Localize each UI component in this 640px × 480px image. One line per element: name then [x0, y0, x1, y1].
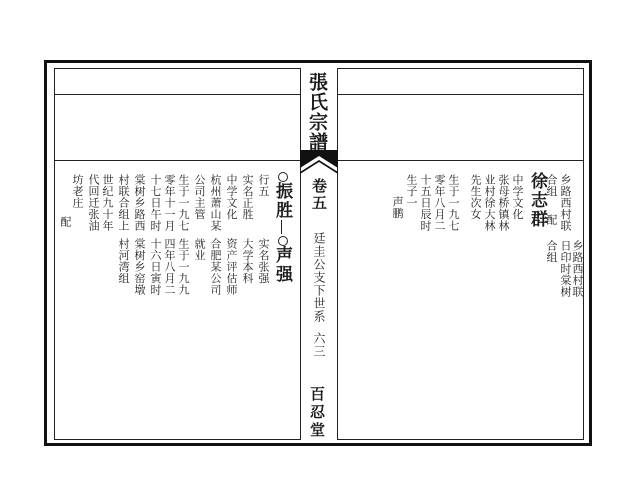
note-col-1: 乡路西村联	[559, 174, 572, 232]
zs-a-7: 零年十一月	[163, 174, 176, 232]
zs-a-9: 村联合组上	[117, 174, 130, 232]
zs-a-10: 世纪九十年	[101, 174, 114, 232]
zs-a-6: 生于一九七	[177, 174, 190, 232]
note-col-3: 日印时棠树	[559, 240, 572, 298]
spine-volume: 卷五	[310, 178, 328, 212]
zs-b-9: 棠树乡窑墩	[133, 238, 146, 296]
xu-line-1: 中学文化	[511, 174, 524, 220]
note-col-5: 合组	[545, 240, 558, 263]
person-name-zhensheng: 振胜	[272, 182, 292, 220]
zs-b-4: 合肥某公司	[209, 238, 222, 296]
spine-hall: 百忍堂	[308, 386, 326, 440]
zs-a-3: 中学文化	[225, 174, 238, 220]
zs-a-5: 公司主管	[193, 174, 206, 220]
bullet-circle-zhensheng	[278, 172, 288, 182]
xu-line-2: 张母桥镇林	[497, 174, 510, 232]
zs-b-3: 资产评估师	[225, 238, 238, 296]
zs-b-7: 四年八月二	[163, 238, 176, 296]
spine-page: 六三	[312, 332, 326, 358]
xu-line-9: 声鹏	[391, 196, 404, 219]
spine-title: 張氏宗譜	[306, 72, 328, 152]
zs-b-11: 村河湾组	[117, 238, 130, 284]
note-col-2: 合组	[545, 174, 558, 197]
zs-b-1: 实名张强	[257, 238, 270, 284]
fishtail-mark	[300, 150, 338, 178]
bullet-circle-shengqiang	[278, 236, 288, 246]
xu-line-6: 零年八月二	[433, 174, 446, 232]
zs-b-6: 生于一九九	[177, 238, 190, 296]
zs-b-10: 棠树乡路西	[133, 174, 146, 232]
zs-a-8: 十七日午时	[149, 174, 162, 232]
link-line	[281, 220, 282, 234]
zs-b-8: 十六日寅时	[149, 238, 162, 296]
zs-a-2: 实名正胜	[241, 174, 254, 220]
xu-line-8: 生子一	[405, 174, 418, 209]
zs-pei: 配	[59, 216, 72, 228]
zs-a-4: 杭州萧山某	[209, 174, 222, 232]
xu-line-4: 先生次女	[469, 174, 482, 220]
note-col-4: 乡路西村联	[571, 240, 584, 298]
xu-line-5: 生于一九七	[447, 174, 460, 232]
xu-line-7: 十五日辰时	[419, 174, 432, 232]
zs-a-1: 行五	[257, 174, 270, 197]
person-name-xu: 徐志群	[527, 172, 547, 229]
xu-line-3: 业村徐大林	[483, 174, 496, 232]
person-name-shengqiang: 声强	[272, 246, 292, 284]
zs-b-2: 大学本科	[241, 238, 254, 284]
zs-a-11: 代回迁张油	[87, 174, 100, 232]
note-col-pei: 配	[545, 214, 558, 226]
zs-b-5: 就业	[193, 238, 206, 261]
spine-section: 廷圭公支下世系	[312, 232, 326, 323]
zs-a-12: 坊老庄	[71, 174, 84, 209]
